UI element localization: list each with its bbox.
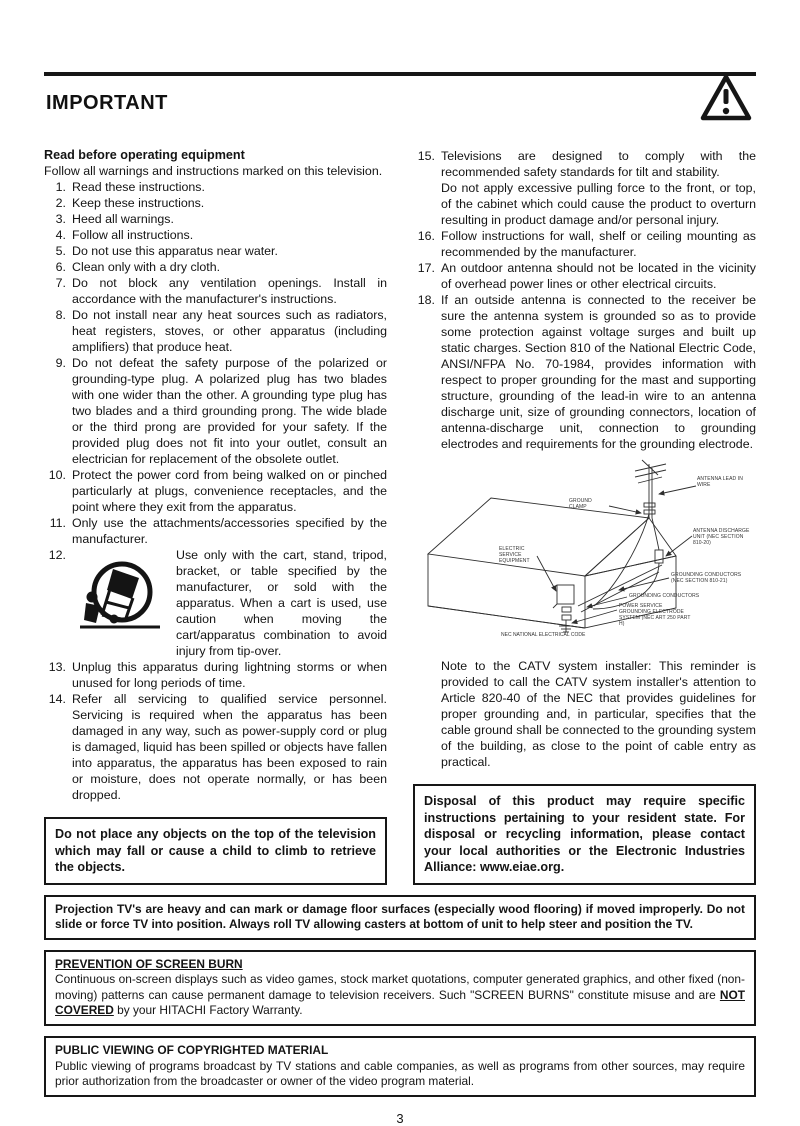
instruction-item — [44, 211, 387, 227]
instruction-item — [44, 259, 387, 275]
header-rule — [44, 72, 756, 76]
screen-burn-body — [55, 972, 745, 1019]
item-number: 5. — [55, 244, 66, 258]
public-viewing-body: Public viewing of programs broadcast by TV stations and cable companies, as well as programs from other sources, may require prior authorization from the broadcaster or owner of the video program material. — [55, 1058, 745, 1089]
item-number: 15. — [417, 149, 435, 163]
instruction-item — [44, 659, 387, 691]
two-column-body — [44, 148, 756, 885]
item-number: 2. — [55, 196, 66, 210]
instruction-item — [44, 307, 387, 355]
instruction-item — [44, 691, 387, 803]
instruction-item — [44, 275, 387, 307]
instruction-item — [413, 228, 756, 260]
right-column — [413, 148, 756, 885]
instruction-item — [44, 227, 387, 243]
catv-installer-note: Note to the CATV system installer: This reminder is provided to call the CATV system installer's attention to Article 820-40 of the NEC that provides guidelines for proper grounding and, in particular, specifies that the cable ground shall be connected to the grounding system of the building, as close to the point of cable entry as practical. — [441, 659, 756, 769]
item-number: 10. — [48, 468, 66, 482]
item-number: 11. — [49, 516, 66, 530]
section-heading: Read before operating equipment — [44, 148, 245, 162]
instruction-item-cart — [44, 547, 387, 659]
public-viewing-heading: PUBLIC VIEWING OF COPYRIGHTED MATERIAL — [55, 1043, 329, 1058]
instruction-item — [44, 355, 387, 467]
screen-burn-not-covered: NOT COVERED — [55, 987, 745, 1018]
instruction-item — [413, 148, 756, 228]
projection-tv-box — [44, 895, 756, 940]
item-number: 4. — [55, 228, 66, 242]
item-number: 3. — [55, 212, 66, 226]
item-text: Do not install near any heat sources such as radiators, heat registers, stoves, or other apparatus (including amplifiers) that produce heat. — [72, 308, 387, 354]
item-number: 13. — [48, 660, 66, 674]
screen-burn-body-part1: Continuous on-screen displays such as video games, stock market quotations, computer generated graphics, and other fixed (non-moving) patterns can cause permanent damage to television receivers. Such "SCREEN BURNS" constitute misuse and are — [55, 972, 745, 1002]
page-header — [44, 72, 756, 128]
left-column — [44, 148, 387, 885]
item-text: Follow instructions for wall, shelf or ceiling mounting as recommended by the manufacturer. — [441, 229, 756, 259]
projection-tv-text: Projection TV's are heavy and can mark or damage floor surfaces (especially wood flooring) if moved improperly. Do not slide or force TV into position. Always roll TV allowing casters at bottom of unit to help steer and position the TV. — [55, 901, 745, 932]
instruction-item — [44, 195, 387, 211]
label-antenna-lead-in-wire: ANTENNA LEAD IN WIRE — [697, 476, 743, 488]
no-objects-warning-text: Do not place any objects on the top of the television which may fall or cause a child to climb to retrieve the objects. — [55, 827, 376, 874]
item-text: Protect the power cord from being walked on or pinched particularly at plugs, convenience receptacles, and the point where they exit from the apparatus. — [72, 468, 387, 514]
item-number: 6. — [55, 260, 66, 274]
item-text-part1: Televisions are designed to comply with the recommended safety standards for tilt and stability. — [441, 149, 756, 179]
item-number: 18. — [417, 293, 435, 307]
label-ground-clamp: GROUND CLAMP — [569, 498, 592, 510]
instruction-item — [44, 243, 387, 259]
diagram-caption: NEC NATIONAL ELECTRICAL CODE — [501, 632, 586, 638]
item-text: Refer all servicing to qualified service personnel. Servicing is required when the apparatus has been damaged in any way, such as power-supply cord or plug is damaged, liquid has been spilled or objects have fallen into apparatus, the apparatus has been exposed to rain or moisture, does not operate normally, or has been dropped. — [72, 692, 387, 802]
warning-triangle-icon — [698, 72, 754, 124]
label-grounding-conductors: GROUNDING CONDUCTORS — [629, 593, 700, 599]
disposal-text: Disposal of this product may require specific instructions pertaining to your resident state. For disposal or recycling information, please contact your local authorities or the Electronic Industries Alliance: www.eiae.org. — [424, 794, 745, 874]
cart-tip-over-icon — [72, 547, 176, 659]
item-number: 16. — [417, 229, 435, 243]
item-number: 7. — [55, 276, 66, 290]
item-number: 12. — [48, 548, 66, 562]
item-text: Follow all instructions. — [72, 228, 194, 242]
item-text: An outdoor antenna should not be located in the vicinity of overhead power lines or other electrical circuits. — [441, 261, 756, 291]
item-text: Read these instructions. — [72, 180, 205, 194]
item-text: Do not block any ventilation openings. Install in accordance with the manufacturer's instructions. — [72, 276, 387, 306]
screen-burn-body-part2: by your HITACHI Factory Warranty. — [113, 1003, 303, 1018]
public-viewing-box — [44, 1036, 756, 1097]
screen-burn-heading: PREVENTION OF SCREEN BURN — [55, 956, 243, 971]
item-text: Heed all warnings. — [72, 212, 174, 226]
instruction-item — [413, 260, 756, 292]
item-text: Keep these instructions. — [72, 196, 205, 210]
item-text: Only use the attachments/accessories specified by the manufacturer. — [72, 516, 387, 546]
item-text — [441, 148, 756, 228]
page-number: 3 — [396, 1110, 404, 1126]
item-text: Use only with the cart, stand, tripod, bracket, or table specified by the manufacturer, or sold with the apparatus. When a cart is used, use caution when moving the cart/apparatus combination to avoid injury from tip-over. — [176, 548, 387, 658]
item-number: 9. — [55, 356, 66, 370]
item-number: 17. — [417, 261, 435, 275]
item-text: If an outside antenna is connected to the receiver be sure the antenna system is grounded so as to provide some protection against voltage surges and built up static charges. Section 810 of the National Electric Code, ANSI/NFPA No. 70-1984, provides information with respect to proper grounding for the mast and supporting structure, grounding of the lead-in wire to an antenna discharge unit, size of grounding connectors, location of antenna-discharge unit, connection to grounding electrodes and requirements for the grounding electrode. — [441, 293, 756, 451]
no-objects-warning-box — [44, 817, 387, 885]
item-text: Do not use this apparatus near water. — [72, 244, 278, 258]
label-antenna-discharge-unit: ANTENNA DISCHARGE UNIT (NEC SECTION 810-20) — [693, 528, 750, 546]
item-number: 8. — [55, 308, 66, 322]
label-grounding-conductors-nec: GROUNDING CONDUCTORS (NEC SECTION 810-21) — [671, 572, 742, 584]
item-text-part2: Do not apply excessive pulling force to the front, or top, of the cabinet which could cause the product to overturn resulting in product damage and/or personal injury. — [441, 181, 756, 227]
label-electric-service-equipment: ELECTRIC SERVICE EQUIPMENT — [499, 546, 530, 564]
label-power-service-grounding: POWER SERVICE GROUNDING ELECTRODE SYSTEM (NEC ART 250 PART H) — [619, 603, 691, 627]
item-text: Unplug this apparatus during lightning storms or when unused for long periods of time. — [72, 660, 387, 690]
screen-burn-box — [44, 950, 756, 1026]
item-number: 1. — [55, 180, 66, 194]
instruction-item — [413, 292, 756, 452]
item-number: 14. — [48, 692, 66, 706]
section-subheading: Follow all warnings and instructions marked on this television. — [44, 164, 383, 178]
instruction-item — [44, 179, 387, 195]
page-title: IMPORTANT — [46, 92, 168, 114]
item-text: Do not defeat the safety purpose of the polarized or grounding-type plug. A polarized plug has two blades with one wider than the other. A grounding type plug has two blades and a third grounding prong. The wide blade or the third prong are provided for your safety. If the provided plug does not fit into your outlet, consult an electrician for replacement of the obsolete outlet. — [72, 356, 387, 466]
disposal-box — [413, 784, 756, 885]
instruction-item — [44, 515, 387, 547]
antenna-grounding-diagram — [413, 456, 756, 648]
instruction-item — [44, 467, 387, 515]
item-text: Clean only with a dry cloth. — [72, 260, 221, 274]
